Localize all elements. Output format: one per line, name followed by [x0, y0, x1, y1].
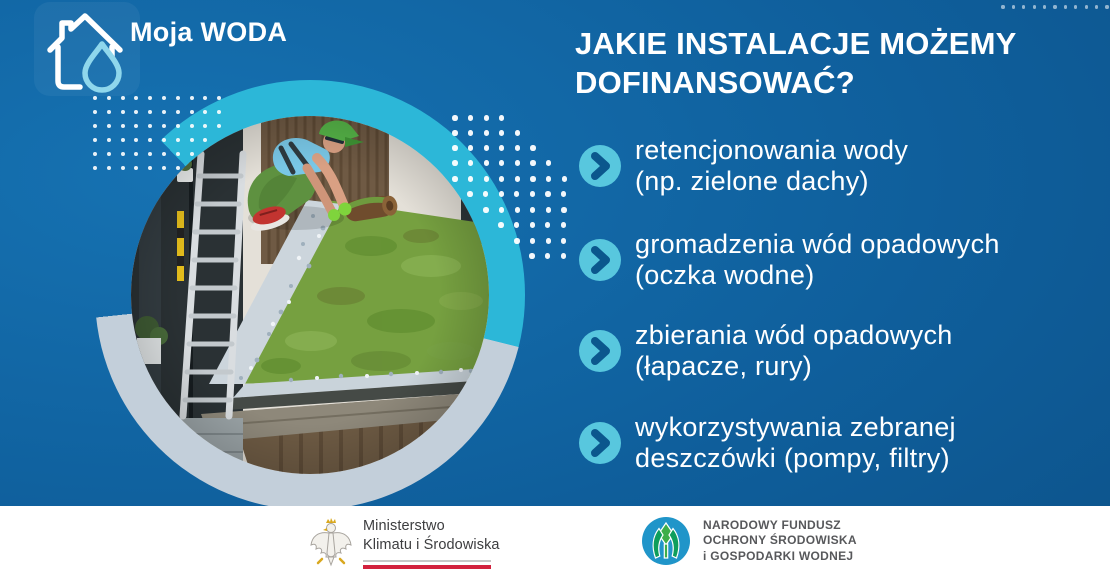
- list-item: [579, 135, 908, 197]
- bullet-text: [635, 229, 1000, 291]
- bullet-text: [635, 320, 953, 382]
- bullet-line: (np. zielone dachy): [635, 166, 869, 196]
- nfosigw-logo-text: [703, 518, 857, 565]
- footer-bar: [0, 506, 1110, 580]
- chevron-right-icon: [579, 145, 621, 187]
- chevron-right-icon: [579, 330, 621, 372]
- bullet-text: [635, 135, 908, 197]
- ministry-line-1: Ministerstwo: [363, 518, 445, 534]
- ministry-logo: [308, 517, 500, 569]
- bullet-text: [635, 412, 956, 474]
- list-item: [579, 229, 1000, 291]
- polish-eagle-icon: [308, 517, 354, 569]
- fund-line-2: OCHRONY ŚRODOWISKA: [703, 533, 857, 548]
- flag-divider: [363, 560, 491, 569]
- bullet-line: gromadzenia wód opadowych: [635, 229, 1000, 259]
- brand-line-1: Moja: [130, 17, 193, 47]
- brand-line-2: WODA: [200, 17, 288, 47]
- ministry-logo-text: [363, 517, 500, 569]
- bullet-line: (oczka wodne): [635, 260, 815, 290]
- chevron-right-icon: [579, 239, 621, 281]
- list-item: [579, 412, 956, 474]
- ministry-line-2: Klimatu i Środowiska: [363, 537, 500, 553]
- fund-line-1: NARODOWY FUNDUSZ: [703, 517, 841, 532]
- nfosigw-logo: [642, 517, 857, 565]
- bullet-line: (łapacze, rury): [635, 351, 813, 381]
- nfosigw-tree-icon: [642, 517, 690, 565]
- page-title-line-1: JAKIE INSTALACJE MOŻEMY: [575, 26, 1017, 61]
- bullet-line: deszczówki (pompy, filtry): [635, 443, 950, 473]
- bullet-line: retencjonowania wody: [635, 135, 909, 165]
- fund-line-3: i GOSPODARKI WODNEJ: [703, 548, 854, 563]
- bullet-line: wykorzystywania zebranej: [635, 412, 956, 442]
- page-title-line-2: DOFINANSOWAĆ?: [575, 65, 855, 100]
- bullet-line: zbierania wód opadowych: [635, 320, 953, 350]
- chevron-right-icon: [579, 422, 621, 464]
- list-item: [579, 320, 953, 382]
